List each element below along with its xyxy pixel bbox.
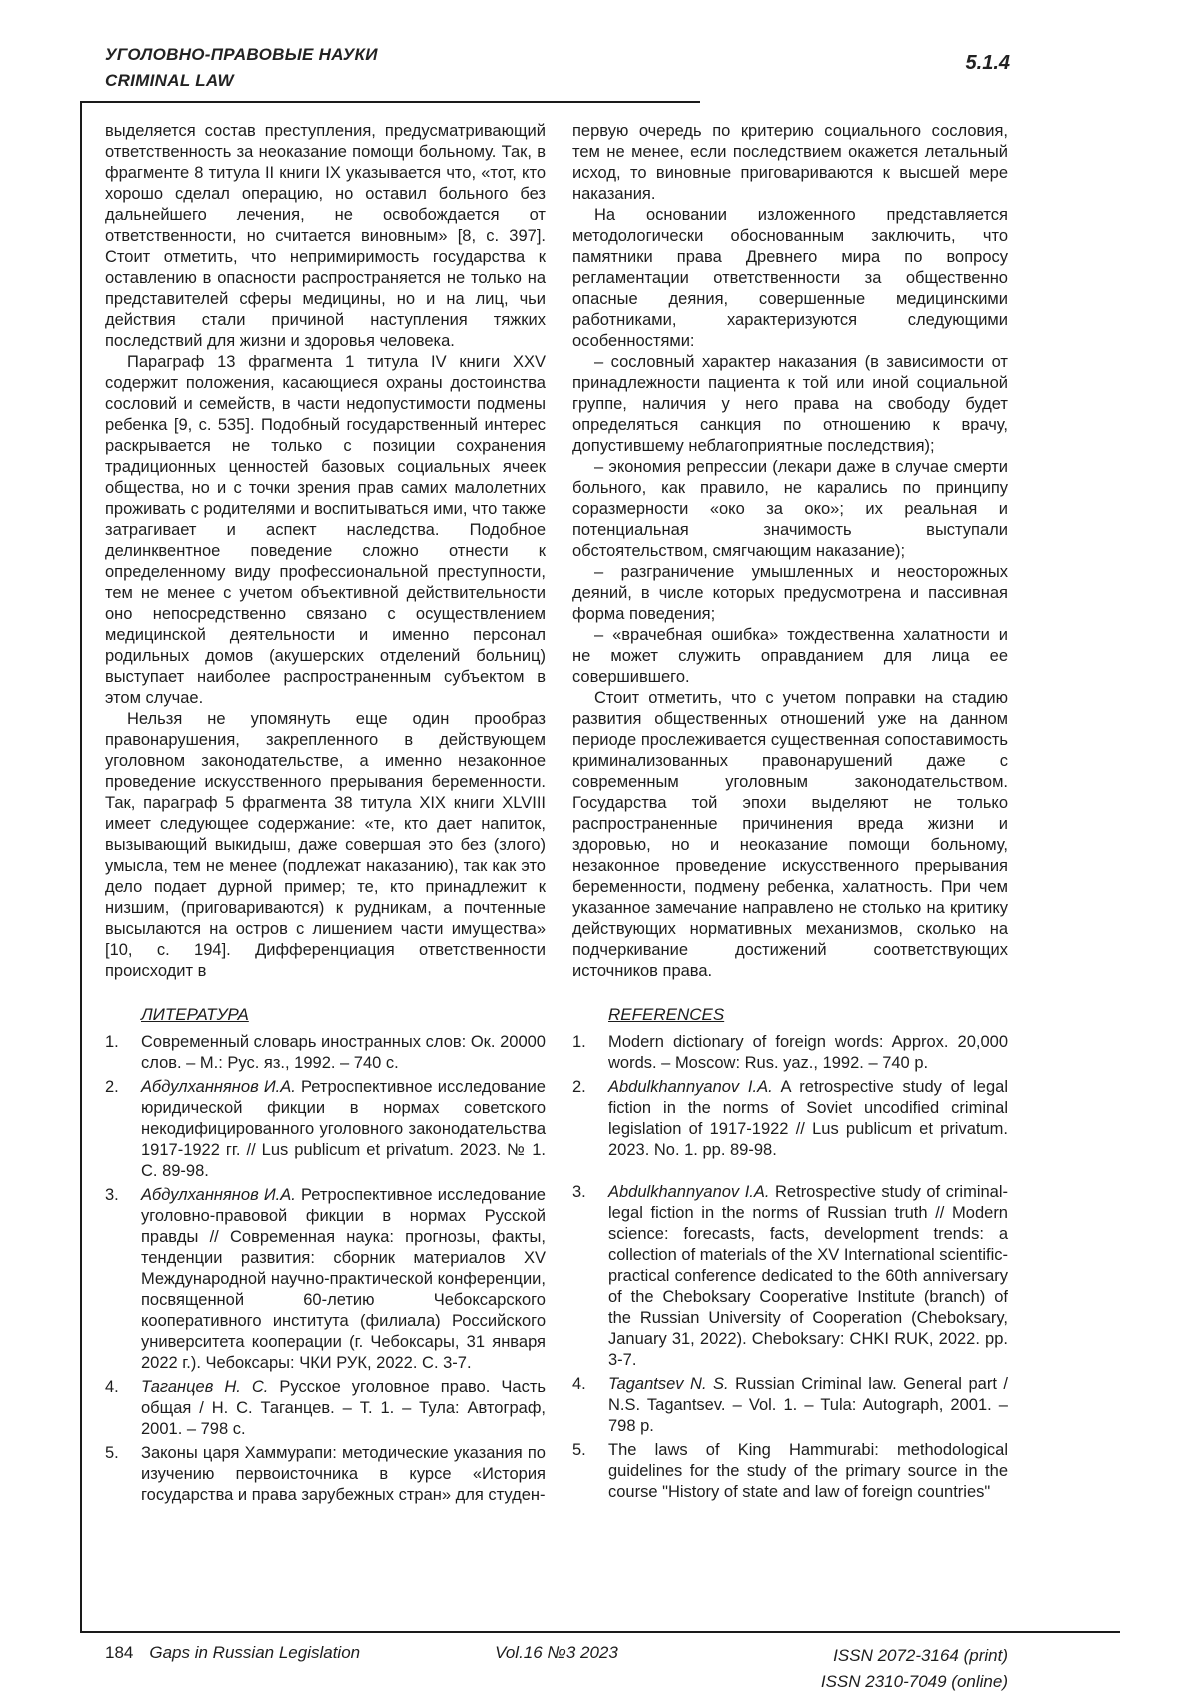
reference-number: 2.	[105, 1078, 119, 1096]
reference-author: Tagantsev N. S.	[608, 1375, 729, 1393]
page-header	[105, 42, 1010, 94]
reference-number: 1.	[105, 1033, 119, 1051]
references-list	[572, 1032, 1008, 1503]
right-column	[572, 121, 1008, 1509]
body-text-left	[105, 121, 546, 982]
reference-text: Таганцев Н. С. Русское уголовное право. Часть общая / Н. С. Таганцев. – Т. 1. – Тула: Автограф, 2001. – 798 с.	[141, 1378, 546, 1438]
body-paragraph: Параграф 13 фрагмента 1 титула IV книги XXV содержит положения, касающиеся охраны достоинства сословий и семейств, в части недопустимости подмены ребенка [9, с. 535]. Подобный государственный интерес раскрывается не только с позиции сохранения традиционных ценностей базовых социальных ячеек общества, но и с точки зрения прав самих малолетних проживать с родителями и воспитываться ими, что также затрагивает и аспект наследства. Подобное делинквентное поведение сложно отнести к определенному виду профессиональной преступности, тем не менее с учетом объективной действительности оно непосредственно связано с осуществлением медицинской деятельности и именно персонал родильных домов (акушерских отделений больниц) выступает наиболее распространенным субъектом в этом случае.	[105, 353, 546, 707]
volume-issue-info: Vol.16 №3 2023	[495, 1643, 618, 1662]
body-paragraph: первую очередь по критерию социального сословия, тем не менее, если последствием окажется летальный исход, то виновные приговариваются к высшей мере наказания.	[572, 122, 1008, 203]
reference-item	[572, 1440, 1008, 1503]
reference-text: Законы царя Хаммурапи: методические указания по изучению первоисточника в курсе «История государства и права зарубежных стран» для студен-	[141, 1444, 546, 1504]
reference-item	[105, 1185, 546, 1374]
journal-title: Gaps in Russian Legislation	[149, 1643, 361, 1662]
body-text-right	[572, 121, 1008, 982]
reference-number: 5.	[572, 1441, 586, 1459]
reference-text: Abdulkhannyanov I.A. A retrospective study of legal fiction in the norms of Soviet uncodified criminal legislation of 1917-1922 // Lus publicum et privatum. 2023. No. 1. pp. 89-98.	[608, 1078, 1008, 1159]
header-rule	[80, 101, 700, 103]
issn-online: ISSN 2310-7049 (online)	[820, 1672, 1008, 1691]
issn-block	[689, 1643, 1008, 1695]
reference-item	[572, 1374, 1008, 1437]
left-margin-rule	[80, 101, 82, 1633]
reference-item	[105, 1377, 546, 1440]
reference-item	[105, 1032, 546, 1074]
literature-heading: ЛИТЕРАТУРА	[141, 1005, 249, 1024]
body-paragraph: – «врачебная ошибка» тождественна халатности и не может служить оправданием для лица ее совершившего.	[572, 626, 1008, 686]
issn-print: ISSN 2072-3164 (print)	[833, 1646, 1008, 1665]
page-number: 184	[105, 1643, 134, 1662]
reference-item	[572, 1077, 1008, 1161]
reference-number: 3.	[572, 1183, 586, 1201]
reference-item	[572, 1182, 1008, 1371]
reference-number: 3.	[105, 1186, 119, 1204]
body-paragraph: Нельзя не упомянуть еще один прообраз правонарушения, закрепленного в действующем уголовном законодательстве, а именно незаконное проведение искусственного прерывания беременности. Так, параграф 5 фрагмента 38 титула XIX книги XLVIII имеет следующее содержание: «те, кто дает напиток, вызывающий выкидыш, даже совершая это без (злого) умысла, тем не менее (подлежат наказанию), так как это дело подает дурной пример; те, кто принадлежит к низшим, (приговариваются) к рудникам, а почтенные высылаются на остров с лишением части имущества» [10, с. 194]. Дифференциация ответственности происходит в	[105, 710, 546, 980]
reference-text: Abdulkhannyanov I.A. Retrospective study of criminal-legal fiction in the norms of Russian truth // Modern science: forecasts, facts, development trends: a collection of materials of the XV International scientific-practical conference dedicated to the 60th anniversary of the Cheboksary Cooperative Institute (branch) of the Russian University of Cooperation (Cheboksary, January 31, 2022). Cheboksary: CHKI RUK, 2022. pp. 3-7.	[608, 1183, 1009, 1369]
body-paragraph: – экономия репрессии (лекари даже в случае смерти больного, как правило, не карались по принципу соразмерности «око за око»; их реальная и потенциальная значимость выступали обстоятельством, смягчающим наказание);	[572, 458, 1008, 560]
reference-item	[105, 1443, 546, 1506]
section-heading	[105, 42, 378, 94]
body-paragraph: выделяется состав преступления, предусматривающий ответственность за неоказание помощи больному. Так, в фрагменте 8 титула II книги IX указывается что, «тот, кто хорошо сделал операцию, но оставил больного без дальнейшего лечения, не освобождается от ответственности, но считается виновным» [8, с. 397]. Стоит отметить, что непримиримость государства к оставлению в опасности распространяется не только на представителей сферы медицины, но и на лиц, чьи действия стали причиной наступления тяжких последствий для жизни и здоровья человека.	[105, 122, 546, 350]
reference-item	[105, 1077, 546, 1182]
page-content	[105, 121, 1008, 1509]
reference-text: Абдулханнянов И.А. Ретроспективное исследование уголовно-правовой фикции в нормах Русской правды // Современная наука: прогнозы, факты, тенденции развития: сборник материалов XV Международной научно-практической конференции, посвященной 60-летию Чебоксарского кооперативного института (филиала) Российского университета кооперации (г. Чебоксары, 31 января 2022 г.). Чебоксары: ЧКИ РУК, 2022. С. 3-7.	[141, 1186, 546, 1372]
reference-author: Абдулханнянов И.А.	[141, 1186, 296, 1204]
body-paragraph: – сословный характер наказания (в зависимости от принадлежности пациента к той или иной социальной группе, наличия у него права на свободу будет определяться санкция по отношению к врачу, допустившему неблагоприятные последствия);	[572, 353, 1008, 455]
reference-number: 4.	[572, 1375, 586, 1393]
section-title-english: CRIMINAL LAW	[105, 71, 234, 90]
specialty-code: 5.1.4	[965, 52, 1010, 74]
reference-text: The laws of King Hammurabi: methodological guidelines for the study of the primary source in the course "History of state and law of foreign countries"	[608, 1441, 1008, 1501]
reference-number: 4.	[105, 1378, 119, 1396]
reference-text: Tagantsev N. S. Russian Criminal law. General part / N.S. Tagantsev. – Vol. 1. – Tula: Autograph, 2001. – 798 p.	[608, 1375, 1008, 1435]
reference-number: 2.	[572, 1078, 586, 1096]
reference-author: Таганцев Н. С.	[141, 1378, 269, 1396]
literature-list	[105, 1032, 546, 1506]
reference-text: Абдулханнянов И.А. Ретроспективное исследование юридической фикции в нормах советского некодифицированного уголовного законодательства 1917-1922 гг. // Lus publicum et privatum. 2023. № 1. С. 89-98.	[141, 1078, 546, 1180]
footer-rule	[80, 1631, 1120, 1633]
reference-author: Abdulkhannyanov I.A.	[608, 1078, 773, 1096]
section-title-russian: УГОЛОВНО-ПРАВОВЫЕ НАУКИ	[105, 45, 378, 64]
reference-number: 1.	[572, 1033, 586, 1051]
reference-number: 5.	[105, 1444, 119, 1462]
reference-item	[572, 1032, 1008, 1074]
body-paragraph: Стоит отметить, что с учетом поправки на стадию развития общественных отношений уже на данном периоде прослеживается существенная сопоставимость криминализованных правонарушений даже с современным уголовным законодательством. Государства той эпохи выделяют не только распространенные причинения вреда жизни и здоровью, но и неоказание помощи больному, незаконное проведение искусственного прерывания беременности, подмену ребенка, халатность. При чем указанное замечание направлено не столько на критику действующих нормативных механизмов, сколько на подчеркивание достижений соответствующих источников права.	[572, 689, 1008, 980]
reference-author: Абдулханнянов И.А.	[141, 1078, 296, 1096]
page-footer	[105, 1643, 1008, 1695]
reference-text: Современный словарь иностранных слов: Ок. 20000 слов. – М.: Рус. яз., 1992. – 740 с.	[141, 1033, 546, 1072]
reference-author: Abdulkhannyanov I.A.	[608, 1183, 770, 1201]
body-paragraph: – разграничение умышленных и неосторожных деяний, в числе которых предусмотрена и пассивная форма поведения;	[572, 563, 1008, 623]
body-paragraph: На основании изложенного представляется методологически обоснованным заключить, что памятники права Древнего мира по вопросу регламентации ответственности за общественно опасные деяния, совершенные медицинскими работниками, характеризуются следующими особенностями:	[572, 206, 1008, 350]
footer-left	[105, 1643, 424, 1663]
references-heading: REFERENCES	[608, 1005, 725, 1024]
reference-text: Modern dictionary of foreign words: Approx. 20,000 words. – Moscow: Rus. yaz., 1992. – 740 p.	[608, 1033, 1008, 1072]
left-column	[105, 121, 546, 1509]
